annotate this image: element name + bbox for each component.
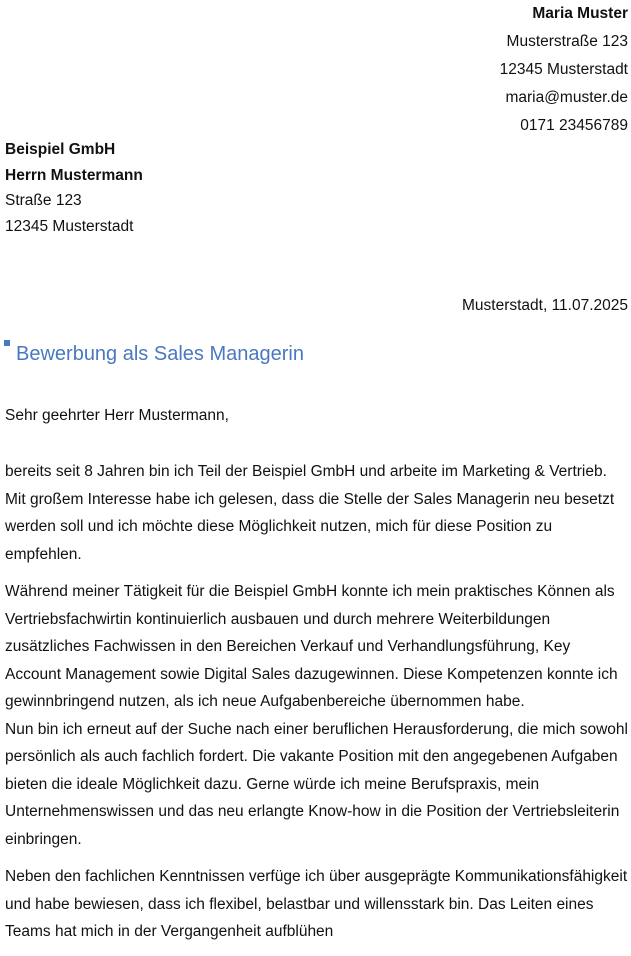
date-line: Musterstadt, 11.07.2025 <box>461 297 628 314</box>
recipient-city: 12345 Musterstadt <box>5 217 134 235</box>
recipient-address-block <box>5 137 143 239</box>
sender-address-block <box>500 0 628 140</box>
sender-name: Maria Muster <box>532 5 628 22</box>
recipient-company: Beispiel GmbH <box>5 141 116 158</box>
subject-heading: Bewerbung als Sales Managerin <box>16 343 304 365</box>
recipient-street: Straße 123 <box>5 192 82 209</box>
paragraph-experience: Während meiner Tätigkeit für die Beispiel GmbH konnte ich mein praktisches Können als Vertriebsfachwirtin kontinuierlich ausbauen und durch mehrere Weiterbildungen zusätzliches Fachwissen in den Bereichen Verkauf und Verhandlungsführung, Key Account Management sowie Digital Sales dazugewinnen. Diese Kompetenzen konnte ich gewinnbringend nutzen, als ich neue Aufgabenbereiche übernommen habe. <box>5 583 618 710</box>
recipient-contact: Herrn Mustermann <box>5 166 143 184</box>
sender-email: maria@muster.de <box>505 89 628 106</box>
subject-marker <box>4 340 10 346</box>
sender-phone: 0171 23456789 <box>520 117 628 134</box>
sender-street: Musterstraße 123 <box>506 33 628 50</box>
salutation: Sehr geehrter Herr Mustermann, <box>5 407 229 424</box>
sender-city: 12345 Musterstadt <box>499 61 628 78</box>
paragraph-motivation: Nun bin ich erneut auf der Suche nach einer beruflichen Herausforderung, die mich sowohl persönlich als auch fachlich fordert. Die vakante Position mit den angegebenen Aufgaben bieten die ideale Möglichkeit dazu. Gerne würde ich meine Berufspraxis, mein Unternehmenswissen und das neu erlangte Know-how in die Position der Vertriebsleiterin einbringen. <box>5 720 628 848</box>
paragraph-intro: bereits seit 8 Jahren bin ich Teil der Beispiel GmbH und arbeite im Marketing & Vertrieb. Mit großem Interesse habe ich gelesen, dass die Stelle der Sales Managerin neu besetzt werden soll und ich möchte diese Möglichkeit nutzen, mich für diese Position zu empfehlen. <box>5 463 615 563</box>
letter-body <box>5 458 629 956</box>
paragraph-skills: Neben den fachlichen Kenntnissen verfüge ich über ausgeprägte Kommunikationsfähigkeit und habe bewiesen, dass ich flexibel, belastbar und willensstark bin. Das Leiten eines Teams hat mich in der Vergangenheit aufblühen <box>5 868 628 940</box>
